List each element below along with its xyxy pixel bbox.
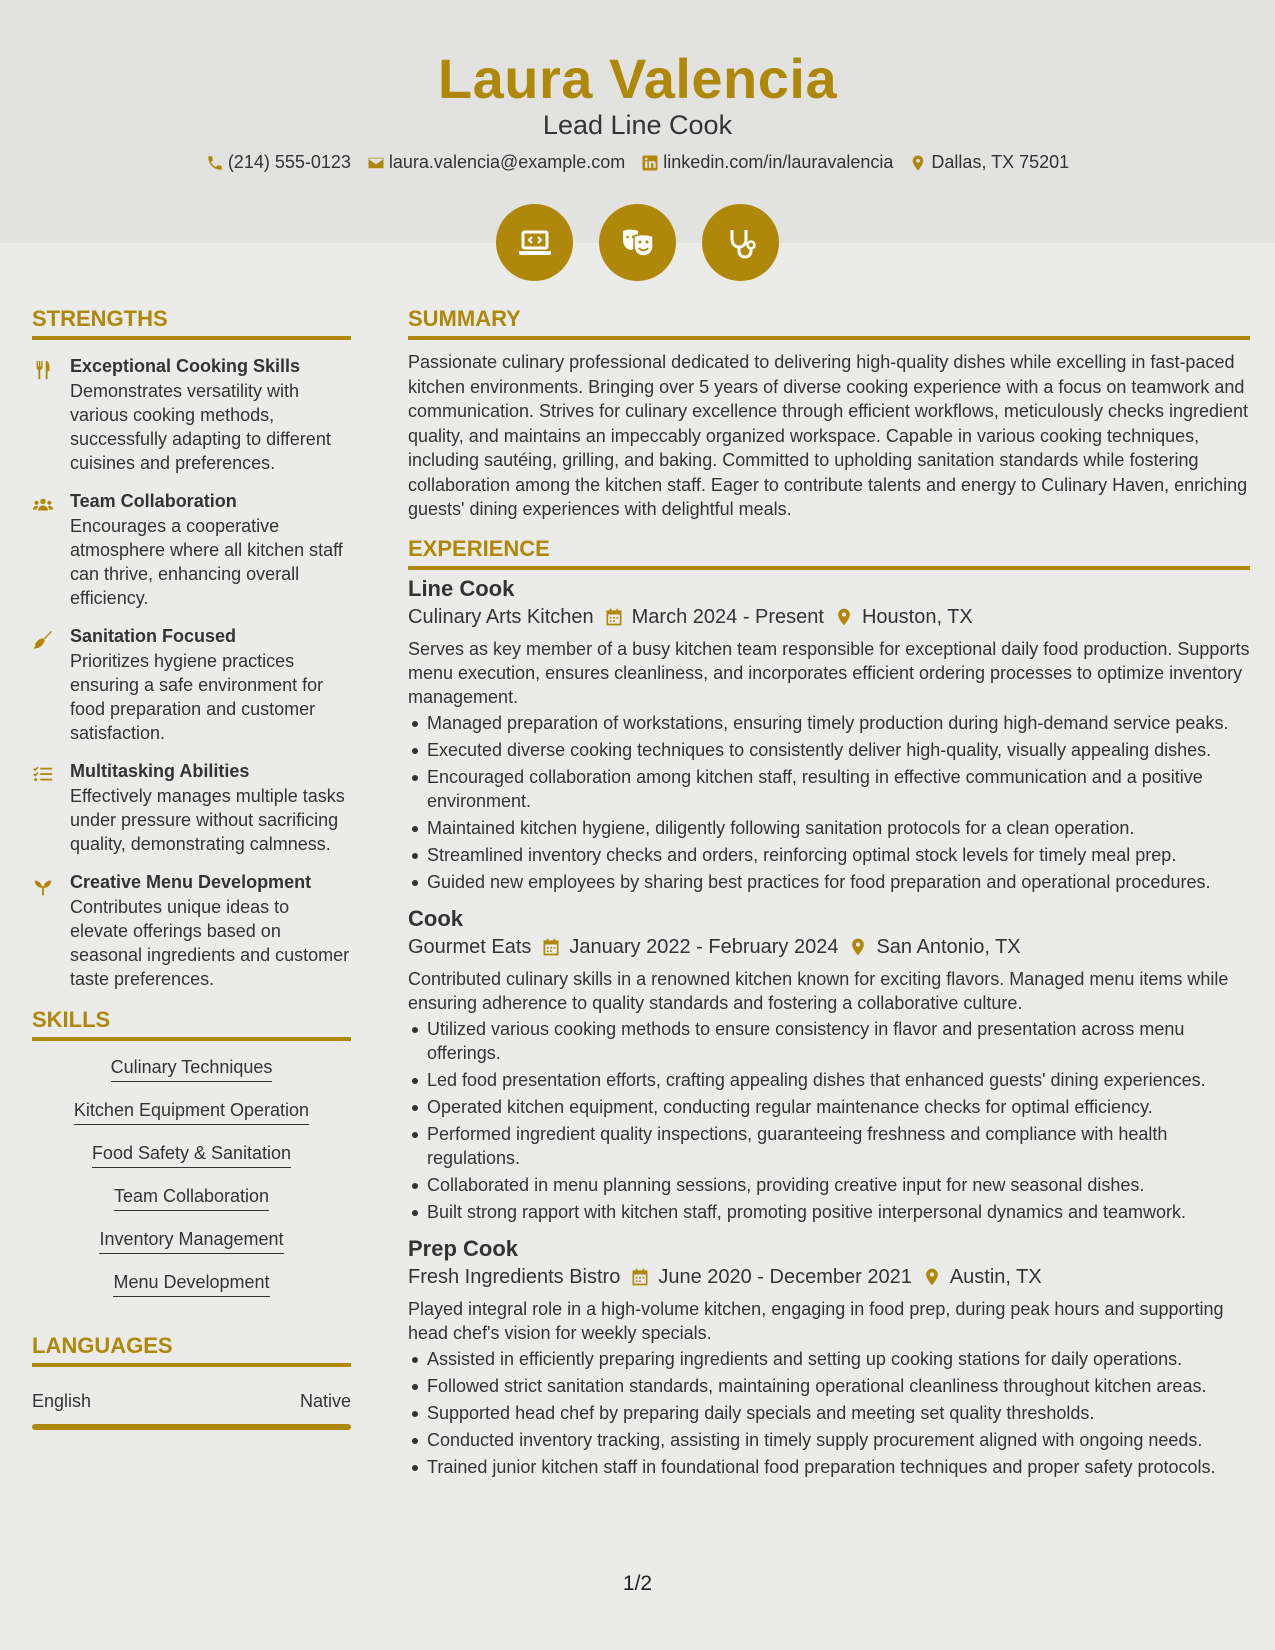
job-company: Culinary Arts Kitchen [408, 605, 594, 628]
job-meta [408, 1266, 1250, 1289]
skill-tag: Menu Development [113, 1272, 269, 1297]
envelope-icon [367, 154, 385, 172]
job-bullet: Operated kitchen equipment, conducting regular maintenance checks for optimal efficiency. [408, 1095, 1250, 1119]
job-bullet: Maintained kitchen hygiene, diligently following sanitation protocols for a clean operation. [408, 816, 1250, 840]
job-entry [408, 906, 1250, 1224]
job-bullets [408, 1347, 1250, 1479]
contact-location [909, 152, 1069, 173]
job-meta [408, 606, 1250, 629]
strength-title: Multitasking Abilities [70, 761, 250, 781]
strength-title: Exceptional Cooking Skills [70, 356, 301, 376]
contact-linkedin[interactable] [641, 152, 893, 173]
job-bullet: Conducted inventory tracking, assisting in timely supply procurement aligned with ongoing needs. [408, 1428, 1250, 1452]
job-bullet: Supported head chef by preparing daily specials and meeting set quality thresholds. [408, 1401, 1250, 1425]
strength-desc: Demonstrates versatility with various cooking methods, successfully adapting to different cuisines and preferences. [70, 381, 331, 473]
location-text: Dallas, TX 75201 [931, 152, 1070, 172]
job-location: San Antonio, TX [876, 935, 1021, 958]
job-bullet: Followed strict sanitation standards, maintaining operational cleanliness throughout kitchen areas. [408, 1374, 1250, 1398]
badge-masks [599, 204, 676, 281]
strengths-list [32, 350, 351, 991]
job-bullet: Streamlined inventory checks and orders, reinforcing optimal stock levels for timely meal prep. [408, 843, 1250, 867]
job-location: Houston, TX [861, 605, 973, 628]
job-description: Played integral role in a high-volume kitchen, engaging in food prep, during peak hours and supporting head chef's vision for weekly specials. [408, 1298, 1224, 1343]
stethoscope-icon [721, 223, 761, 263]
strength-item [32, 761, 351, 856]
job-bullets [408, 711, 1250, 894]
job-description: Serves as key member of a busy kitchen team responsible for exceptional daily food production. Supports menu execution, ensures cleanliness, and incorporates efficient ordering processes to optimize inventory management. [408, 638, 1250, 707]
skill-tag: Kitchen Equipment Operation [74, 1100, 309, 1125]
strength-item [32, 356, 351, 475]
skill-tag: Culinary Techniques [111, 1057, 273, 1082]
job-location: Austin, TX [949, 1265, 1042, 1288]
badge-laptop [496, 204, 573, 281]
strength-item [32, 491, 351, 610]
users-icon [32, 494, 54, 516]
map-pin-icon [848, 937, 868, 957]
languages-heading: LANGUAGES [32, 1333, 351, 1367]
contact-phone[interactable] [206, 152, 351, 173]
language-name: English [32, 1391, 92, 1411]
language-level: Native [299, 1391, 351, 1411]
job-company: Gourmet Eats [408, 935, 532, 958]
job-bullet: Assisted in efficiently preparing ingredients and setting up cooking stations for daily operations. [408, 1347, 1250, 1371]
skill-tag: Food Safety & Sanitation [92, 1143, 291, 1168]
strength-desc: Prioritizes hygiene practices ensuring a safe environment for food preparation and customer satisfaction. [70, 651, 324, 743]
calendar-icon [630, 1267, 650, 1287]
left-column [32, 306, 351, 1430]
interest-badges [0, 204, 1275, 281]
job-bullet: Performed ingredient quality inspections, guaranteeing freshness and compliance with health regulations. [408, 1122, 1250, 1170]
job-role: Line Cook [408, 575, 515, 601]
map-pin-icon [834, 607, 854, 627]
utensils-icon [32, 359, 54, 381]
contact-email[interactable] [367, 152, 625, 173]
list-check-icon [32, 764, 54, 786]
map-pin-icon [922, 1267, 942, 1287]
strength-title: Sanitation Focused [70, 626, 237, 646]
job-meta [408, 936, 1250, 959]
candidate-name: Laura Valencia [437, 47, 838, 110]
linkedin-text: linkedin.com/in/lauravalencia [663, 152, 894, 172]
job-description: Contributed culinary skills in a renowned kitchen known for exciting flavors. Managed menu items while ensuring adherence to quality standards and fostering a collaborative culture. [408, 968, 1229, 1013]
job-role: Cook [408, 905, 463, 931]
job-bullet: Managed preparation of workstations, ensuring timely production during high-demand service peaks. [408, 711, 1250, 735]
strength-desc: Encourages a cooperative atmosphere where all kitchen staff can thrive, enhancing overall efficiency. [70, 516, 343, 608]
language-proficiency-bar [32, 1424, 351, 1430]
job-company: Fresh Ingredients Bistro [408, 1265, 621, 1288]
job-dates: January 2022 - February 2024 [569, 935, 839, 958]
summary-heading: SUMMARY [408, 306, 1250, 340]
resume-header [0, 0, 1275, 243]
linkedin-icon [641, 154, 659, 172]
page-number: 1/2 [622, 1572, 653, 1595]
experience-heading: EXPERIENCE [408, 536, 1250, 570]
job-bullet: Built strong rapport with kitchen staff, promoting positive interpersonal dynamics and teamwork. [408, 1200, 1250, 1224]
candidate-title: Lead Line Cook [542, 110, 733, 140]
theater-masks-icon [618, 223, 658, 263]
email-text: laura.valencia@example.com [388, 152, 626, 172]
job-bullet: Utilized various cooking methods to ensure consistency in flavor and presentation across menu offerings. [408, 1017, 1250, 1065]
phone-icon [206, 154, 224, 172]
strength-desc: Contributes unique ideas to elevate offerings based on seasonal ingredients and customer taste preferences. [70, 897, 350, 989]
job-dates: June 2020 - December 2021 [658, 1265, 912, 1288]
skills-list [32, 1051, 351, 1297]
calendar-icon [541, 937, 561, 957]
job-bullets [408, 1017, 1250, 1224]
calendar-icon [604, 607, 624, 627]
job-role: Prep Cook [408, 1235, 519, 1261]
summary-text: Passionate culinary professional dedicated to delivering high-quality dishes while excelling in fast-paced kitchen environments. Bringing over 5 years of diverse cooking experience with a focus on teamwork and communication. Strives for culinary excellence through efficient workflows, meticulously checks ingredient quality, and maintains an impeccably organized workspace. Capable in various cooking techniques, including sautéing, grilling, and baking. Committed to upholding sanitation standards while fostering collaboration among the kitchen staff. Eager to contribute talents and energy to Culinary Haven, enriching guests' dining experiences with delightful meals. [408, 352, 1249, 519]
strength-title: Creative Menu Development [70, 872, 312, 892]
job-bullet: Executed diverse cooking techniques to consistently deliver high-quality, visually appealing dishes. [408, 738, 1250, 762]
broom-icon [32, 629, 54, 651]
job-bullet: Guided new employees by sharing best practices for food preparation and operational procedures. [408, 870, 1250, 894]
map-pin-icon [909, 154, 927, 172]
skill-tag: Team Collaboration [114, 1186, 269, 1211]
strengths-heading: STRENGTHS [32, 306, 351, 340]
strength-item [32, 872, 351, 991]
job-entry [408, 1236, 1250, 1479]
job-bullet: Encouraged collaboration among kitchen staff, resulting in effective communication and a positive environment. [408, 765, 1250, 813]
job-entry [408, 576, 1250, 894]
strength-desc: Effectively manages multiple tasks under pressure without sacrificing quality, demonstrating calmness. [70, 786, 345, 854]
right-column [408, 306, 1250, 1491]
skills-heading: SKILLS [32, 1007, 351, 1041]
language-item [32, 1377, 351, 1430]
laptop-code-icon [515, 223, 555, 263]
phone-text: (214) 555-0123 [227, 152, 351, 172]
job-bullet: Trained junior kitchen staff in foundational food preparation techniques and proper safety protocols. [408, 1455, 1250, 1479]
strength-item [32, 626, 351, 745]
skill-tag: Inventory Management [99, 1229, 283, 1254]
job-dates: March 2024 - Present [631, 605, 824, 628]
contact-bar [0, 152, 1275, 173]
job-bullet: Collaborated in menu planning sessions, providing creative input for new seasonal dishes. [408, 1173, 1250, 1197]
job-bullet: Led food presentation efforts, crafting appealing dishes that enhanced guests' dining experiences. [408, 1068, 1250, 1092]
seedling-icon [32, 875, 54, 897]
strength-title: Team Collaboration [70, 491, 237, 511]
badge-stethoscope [702, 204, 779, 281]
